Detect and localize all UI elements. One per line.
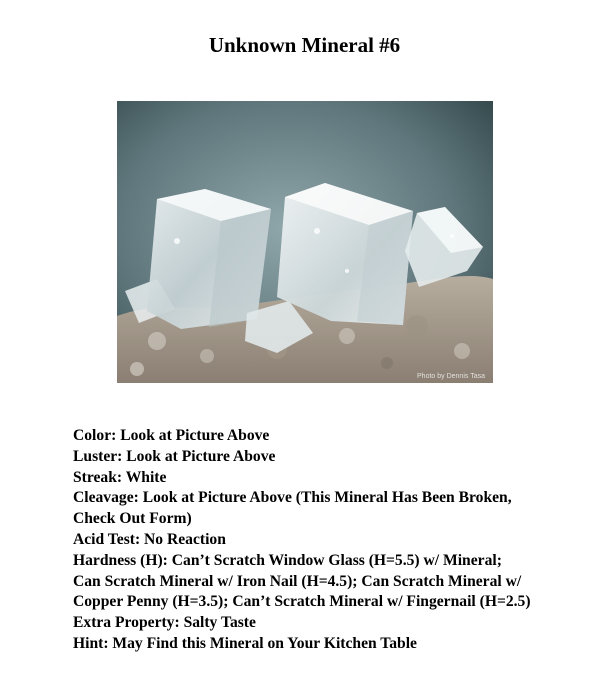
property-hint: Hint: May Find this Mineral on Your Kitchen Table (73, 634, 417, 652)
property-acid-test: Acid Test: No Reaction (73, 530, 226, 548)
halite-crystal-image (117, 101, 493, 383)
property-luster: Luster: Look at Picture Above (73, 447, 276, 465)
mineral-photo (117, 101, 493, 383)
property-color: Color: Look at Picture Above (73, 427, 270, 444)
property-extra: Extra Property: Salty Taste (73, 614, 256, 632)
property-streak: Streak: White (73, 468, 167, 486)
page-title: Unknown Mineral #6 (208, 33, 401, 57)
photo-credit: Photo by Dennis Tasa (417, 373, 485, 380)
property-cleavage: Cleavage: Look at Picture Above (This Mineral Has Been Broken, Check Out Form) (73, 489, 512, 528)
property-hardness: Hardness (H): Can’t Scratch Window Glass (H=5.5) w/ Mineral; Can Scratch Mineral w/ Iron Nail (H=4.5); Can Scratch Mineral w/ Copper Penny (H=3.5); Can’t Scratch Mineral w/ Fingernail (H=2.5) (73, 551, 531, 611)
mineral-properties (73, 426, 533, 655)
